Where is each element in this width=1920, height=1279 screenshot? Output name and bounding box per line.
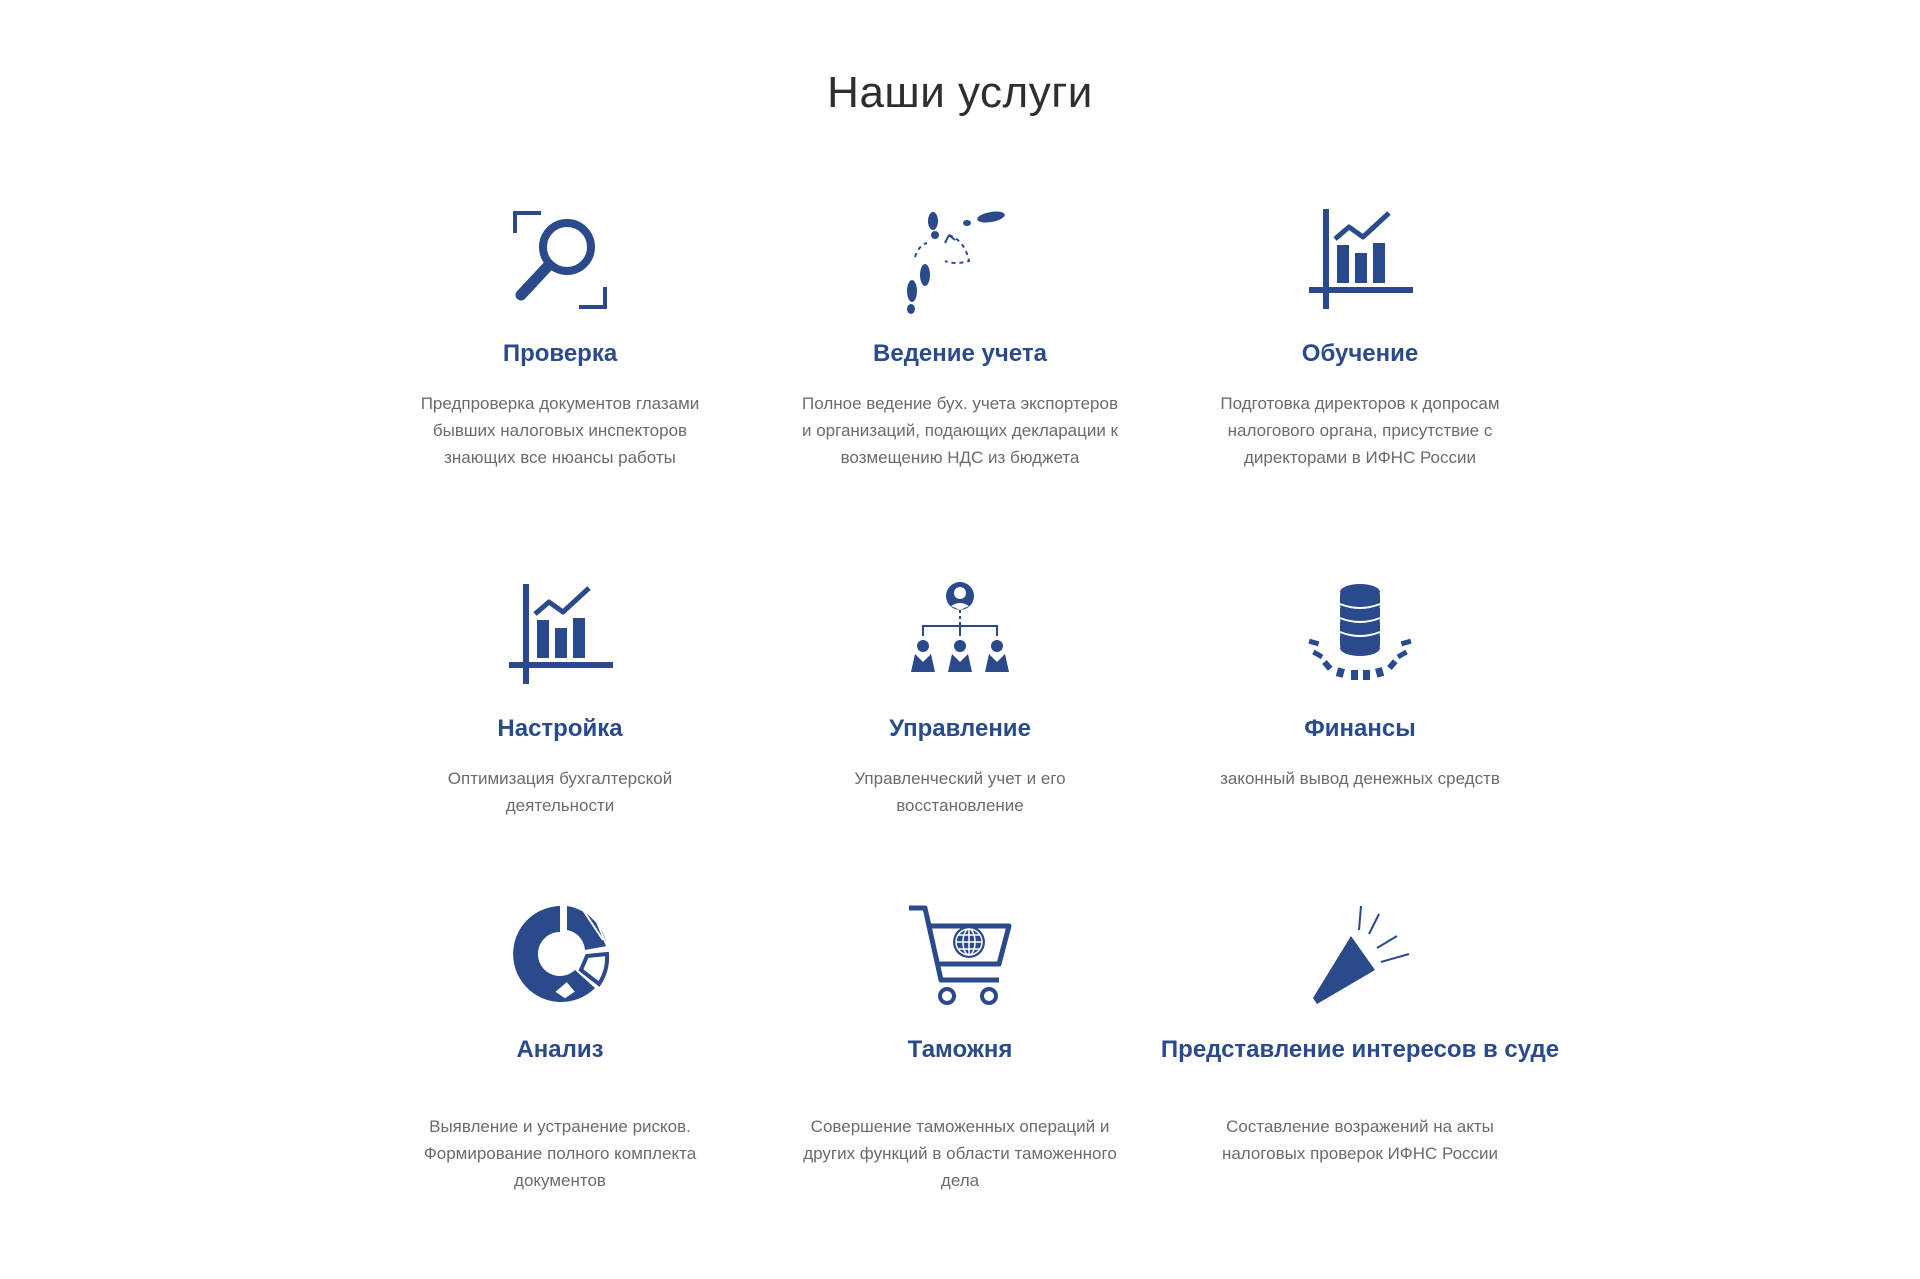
service-card-tamozhnya[interactable] <box>760 900 1160 1200</box>
service-card-nastroyka[interactable] <box>360 580 760 840</box>
service-title: Управление <box>889 715 1031 742</box>
service-title: Таможня <box>907 1036 1013 1063</box>
service-card-obuchenie[interactable] <box>1160 205 1560 505</box>
growth-chart-icon <box>505 580 615 690</box>
service-description: Подготовка директоров к допросам налогового органа, присутствие с директорами в ИФНС России <box>1220 394 1500 467</box>
donut-chart-icon <box>505 900 615 1010</box>
service-title: Представление интересов в суде <box>1160 1036 1560 1063</box>
service-description: Совершение таможенных операций и других функций в области таможенного дела <box>803 1117 1117 1190</box>
growth-chart-icon <box>1305 205 1415 315</box>
section-title: Наши услуги <box>827 68 1093 117</box>
magnifier-icon <box>505 205 615 315</box>
service-description: Полное ведение бух. учета экспортеров и организаций, подающих декларации к возмещению НДС из бюджета <box>801 394 1118 467</box>
service-card-proverka[interactable] <box>360 205 760 505</box>
service-title: Обучение <box>1301 340 1419 367</box>
service-description: Управленческий учет и его восстановление <box>854 769 1066 815</box>
service-card-analiz[interactable] <box>360 900 760 1200</box>
service-card-upravlenie[interactable] <box>760 580 1160 840</box>
megaphone-icon <box>1305 900 1415 1010</box>
org-chart-icon <box>905 580 1015 690</box>
service-card-predstavlenie[interactable] <box>1160 900 1560 1200</box>
service-card-vedenie-ucheta[interactable] <box>760 205 1160 505</box>
service-title: Анализ <box>516 1036 604 1063</box>
service-description: Выявление и устранение рисков. Формирование полного комплекта документов <box>423 1117 697 1190</box>
service-description: Предпроверка документов глазами бывших налоговых инспекторов знающих все нюансы работы <box>420 394 700 467</box>
coins-stack-icon <box>1305 580 1415 690</box>
cart-globe-icon <box>905 900 1015 1010</box>
service-title: Ведение учета <box>873 340 1047 367</box>
service-card-finansy[interactable] <box>1160 580 1560 840</box>
service-description: Составление возражений на акты налоговых проверок ИФНС России <box>1221 1117 1499 1163</box>
footprints-icon <box>905 205 1015 315</box>
service-description: Оптимизация бухгалтерской деятельности <box>447 769 673 815</box>
service-title: Настройка <box>497 715 623 742</box>
service-title: Финансы <box>1304 715 1416 742</box>
service-title: Проверка <box>502 340 618 367</box>
service-description: законный вывод денежных средств <box>1220 769 1500 788</box>
